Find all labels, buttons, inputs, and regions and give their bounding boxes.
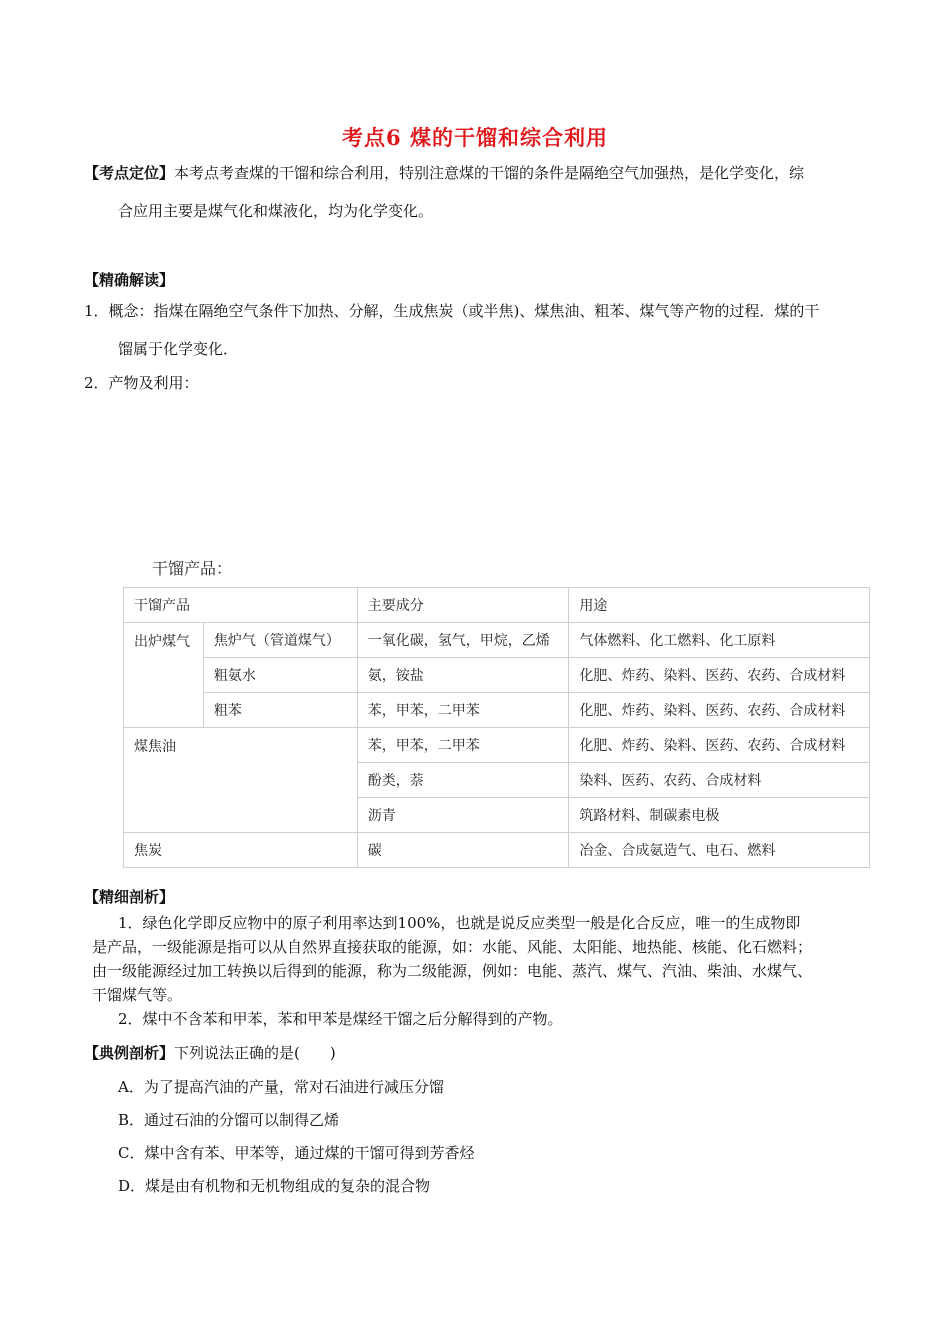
header-component: 主要成分 — [357, 588, 569, 623]
analysis-line: 干馏煤气等。 — [92, 986, 183, 1004]
cell-use: 染料、医药、农药、合成材料 — [569, 763, 870, 798]
group-coal-gas: 出炉煤气 — [124, 623, 204, 728]
header-product: 干馏产品 — [124, 588, 358, 623]
example-line — [84, 1043, 336, 1063]
cell-use: 化肥、炸药、染料、医药、农药、合成材料 — [569, 658, 870, 693]
option-b: B．通过石油的分馏可以制得乙烯 — [118, 1111, 340, 1129]
cell-sub: 粗苯 — [203, 693, 357, 728]
cell-component: 苯，甲苯，二甲苯 — [357, 693, 569, 728]
table-row — [124, 623, 870, 658]
analysis-heading: 【精细剖析】 — [84, 888, 175, 906]
positioning-text: 本考点考查煤的干馏和综合利用，特别注意煤的干馏的条件是隔绝空气加强热，是化学变化，综 — [174, 164, 805, 182]
table-row — [124, 833, 870, 868]
cell-component: 氨，铵盐 — [357, 658, 569, 693]
table-row — [124, 728, 870, 763]
table-row — [124, 693, 870, 728]
header-use: 用途 — [569, 588, 870, 623]
cell-component: 酚类，萘 — [357, 763, 569, 798]
cell-component: 沥青 — [357, 798, 569, 833]
group-coal-tar: 煤焦油 — [124, 728, 358, 833]
interpretation-heading: 【精确解读】 — [84, 271, 175, 289]
products-heading: 2．产物及利用： — [84, 374, 199, 392]
group-coke: 焦炭 — [124, 833, 358, 868]
concept-line1: 1．概念：指煤在隔绝空气条件下加热、分解，生成焦炭（或半焦)、煤焦油、粗苯、煤气等产物的过程．煤的干 — [84, 302, 820, 320]
cell-use: 筑路材料、制碳素电极 — [569, 798, 870, 833]
option-c: C．煤中含有苯、甲苯等，通过煤的干馏可得到芳香烃 — [118, 1144, 475, 1162]
page-title: 考点6 煤的干馏和综合利用 — [342, 125, 608, 150]
example-question: 下列说法正确的是( ) — [174, 1044, 336, 1062]
cell-component: 碳 — [357, 833, 569, 868]
table-row — [124, 658, 870, 693]
analysis-body — [92, 911, 813, 1031]
positioning-line1 — [84, 163, 804, 183]
positioning-line2: 合应用主要是煤气化和煤液化，均为化学变化。 — [118, 202, 434, 220]
option-a: A．为了提高汽油的产量，常对石油进行减压分馏 — [118, 1078, 444, 1096]
cell-sub: 焦炉气（管道煤气） — [203, 623, 357, 658]
concept-line2: 馏属于化学变化． — [118, 340, 239, 358]
cell-component: 一氧化碳，氢气，甲烷，乙烯 — [357, 623, 569, 658]
analysis-line: 1．绿色化学即反应物中的原子利用率达到100%，也就是说反应类型一般是化合反应，唯一的生成物即 — [118, 914, 801, 932]
products-table — [123, 587, 870, 868]
cell-use: 气体燃料、化工燃料、化工原料 — [569, 623, 870, 658]
table-header-row — [124, 588, 870, 623]
table-caption: 干馏产品： — [152, 559, 233, 578]
analysis-line: 2．煤中不含苯和甲苯，苯和甲苯是煤经干馏之后分解得到的产物。 — [118, 1010, 563, 1028]
cell-use: 化肥、炸药、染料、医药、农药、合成材料 — [569, 728, 870, 763]
cell-component: 苯，甲苯，二甲苯 — [357, 728, 569, 763]
example-label: 【典例剖析】 — [84, 1044, 175, 1062]
cell-use: 化肥、炸药、染料、医药、农药、合成材料 — [569, 693, 870, 728]
cell-sub: 粗氨水 — [203, 658, 357, 693]
positioning-label: 【考点定位】 — [84, 164, 175, 182]
cell-use: 冶金、合成氨造气、电石、燃料 — [569, 833, 870, 868]
analysis-line: 由一级能源经过加工转换以后得到的能源，称为二级能源，例如：电能、蒸汽、煤气、汽油、柴油、水煤气、 — [92, 962, 813, 980]
analysis-line: 是产品，一级能源是指可以从自然界直接获取的能源，如：水能、风能、太阳能、地热能、核能、化石燃料； — [92, 938, 813, 956]
option-d: D．煤是由有机物和无机物组成的复杂的混合物 — [118, 1177, 431, 1195]
